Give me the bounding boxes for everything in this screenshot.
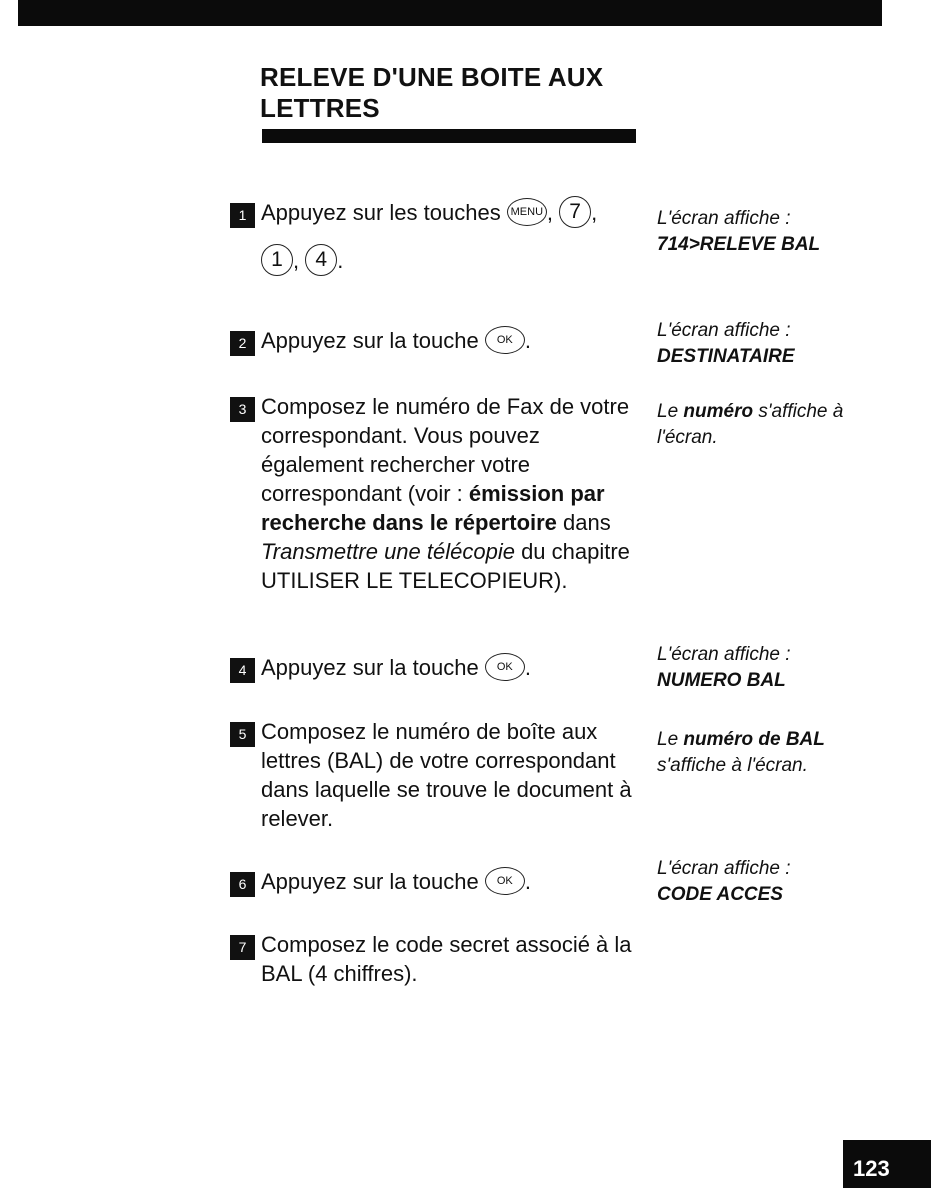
key-7-icon: 7 <box>559 196 591 228</box>
step-italic-text: Transmettre une télécopie <box>261 539 515 564</box>
step-number: 2 <box>230 331 255 356</box>
key-4-icon: 4 <box>305 244 337 276</box>
step-bold-text: émission par recherche dans le répertoire <box>261 481 605 535</box>
step-text: Appuyez sur la touche <box>261 655 479 680</box>
menu-key-icon: MENU <box>507 198 547 226</box>
step-1: 1 Appuyez sur les touches MENU , 7 , 1 , 4 . <box>230 198 640 278</box>
step-6: 6 Appuyez sur la touche OK . <box>230 867 640 897</box>
note-label: L'écran affiche : <box>657 644 791 665</box>
note-label: L'écran affiche : <box>657 320 791 341</box>
note-bold: numéro de BAL <box>683 729 825 750</box>
note-value: NUMERO BAL <box>657 670 786 691</box>
ok-key-icon: OK <box>485 326 525 354</box>
step-text: Composez le numéro de boîte aux lettres (BAL) de votre correspondant dans laquelle se trouve le document à relever. <box>261 719 632 831</box>
step-text: Vous pouvez également rechercher votre correspondant (voir : <box>261 423 540 506</box>
step-3 <box>230 392 630 595</box>
step-number: 1 <box>230 203 255 228</box>
step-2: 2 Appuyez sur la touche OK . <box>230 326 640 356</box>
note-4 <box>657 642 897 694</box>
step-text: dans <box>556 510 611 535</box>
step-text: Appuyez sur la touche <box>261 328 479 353</box>
step-text: Appuyez sur la touche <box>261 869 479 894</box>
title-line-2: LETTRES <box>260 93 380 123</box>
note-value: DESTINATAIRE <box>657 346 795 367</box>
title-rule <box>262 129 636 143</box>
key-1-icon: 1 <box>261 244 293 276</box>
note-3: Le numéro s'affiche à l'écran. <box>657 401 844 448</box>
ok-key-icon: OK <box>485 653 525 681</box>
page-number: 123 <box>843 1140 931 1188</box>
step-text: du chapitre UTILISER LE TELECOPIEUR). <box>261 539 630 593</box>
note-5: Le numéro de BAL s'affiche à l'écran. <box>657 729 825 776</box>
note-1 <box>657 206 897 258</box>
step-number: 6 <box>230 872 255 897</box>
step-5 <box>230 717 642 833</box>
note-value: 714>RELEVE BAL <box>657 234 821 255</box>
top-bar <box>18 0 882 26</box>
step-text: Appuyez sur les touches <box>261 200 501 225</box>
note-bold: numéro <box>683 401 754 422</box>
step-7 <box>230 930 642 988</box>
step-number: 4 <box>230 658 255 683</box>
step-number: 7 <box>230 935 255 960</box>
ok-key-icon: OK <box>485 867 525 895</box>
step-4: 4 Appuyez sur la touche OK . <box>230 653 640 683</box>
title-line-1: RELEVE D'UNE BOITE AUX <box>260 62 604 92</box>
note-value: CODE ACCES <box>657 884 783 905</box>
step-number: 3 <box>230 397 255 422</box>
page-title <box>260 62 660 124</box>
step-number: 5 <box>230 722 255 747</box>
note-label: L'écran affiche : <box>657 208 791 229</box>
step-text: Composez le numéro de Fax de votre correspondant. <box>261 394 630 448</box>
step-text: Composez le code secret associé à la BAL (4 chiffres). <box>261 932 632 986</box>
note-2 <box>657 318 897 370</box>
note-6 <box>657 856 897 908</box>
note-label: L'écran affiche : <box>657 858 791 879</box>
